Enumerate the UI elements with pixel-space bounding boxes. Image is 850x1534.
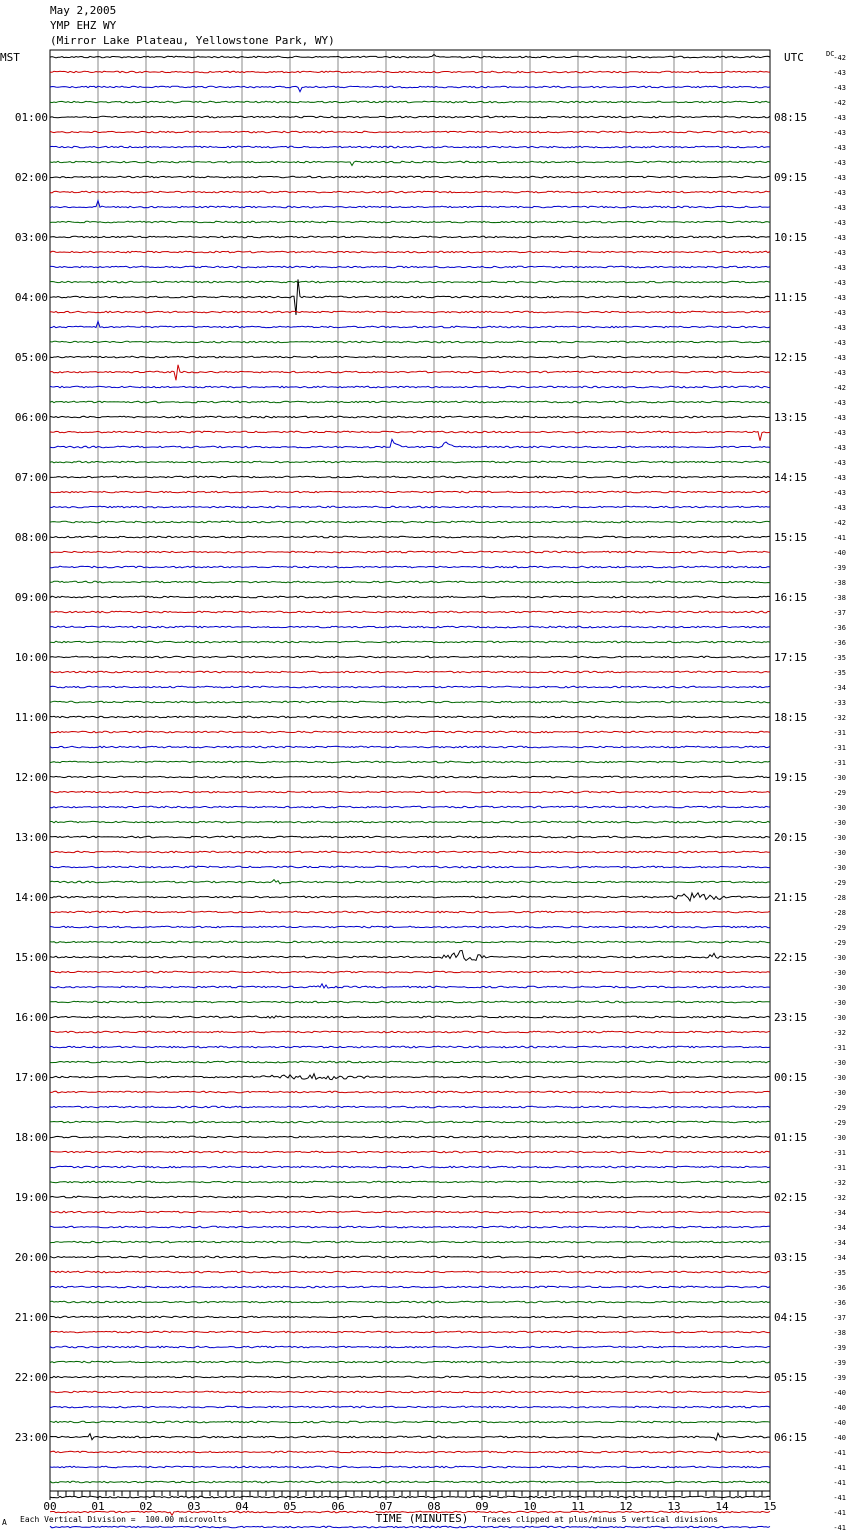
dc-offset-label: -30 [833, 864, 846, 872]
dc-offset-label: -43 [833, 504, 846, 512]
mst-hour-label: 15:00 [14, 951, 48, 964]
seismic-trace [50, 836, 770, 838]
utc-hour-label: 04:15 [774, 1311, 808, 1324]
seismic-trace [50, 1091, 770, 1093]
dc-offset-label: -29 [833, 939, 846, 947]
x-tick-label: 03 [187, 1500, 201, 1513]
dc-offset-label: -43 [833, 174, 846, 182]
x-tick-label: 15 [763, 1500, 777, 1513]
seismic-trace [50, 1166, 770, 1168]
utc-hour-label: 10:15 [774, 231, 808, 244]
utc-hour-label: 08:15 [774, 111, 808, 124]
seismic-trace [50, 1481, 770, 1483]
dc-offset-label: -30 [833, 969, 846, 977]
dc-offset-label: -41 [833, 1509, 846, 1517]
utc-hour-label: 05:15 [774, 1371, 808, 1384]
dc-offset-label: -43 [833, 459, 846, 467]
dc-offset-label: -30 [833, 1074, 846, 1082]
utc-hour-label: 09:15 [774, 171, 808, 184]
seismic-trace [50, 281, 770, 283]
seismic-trace [50, 401, 770, 403]
seismic-trace [50, 521, 770, 523]
seismic-trace [50, 1121, 770, 1123]
seismic-trace [50, 941, 770, 943]
dc-offset-label: -35 [833, 654, 846, 662]
seismic-trace [50, 236, 770, 238]
dc-offset-label: -30 [833, 1134, 846, 1142]
seismic-trace [50, 1271, 770, 1273]
dc-offset-label: -32 [833, 714, 846, 722]
dc-offset-label: -31 [833, 1044, 846, 1052]
seismic-trace [50, 971, 770, 973]
dc-offset-label: -31 [833, 744, 846, 752]
dc-offset-label: -31 [833, 759, 846, 767]
x-tick-label: 14 [715, 1500, 729, 1513]
seismic-trace [50, 1451, 770, 1453]
mst-hour-label: 06:00 [14, 411, 48, 424]
mst-hour-label: 23:00 [14, 1431, 48, 1444]
utc-hour-label: 01:15 [774, 1131, 808, 1144]
dc-offset-label: -40 [833, 549, 846, 557]
seismic-trace [50, 641, 770, 643]
dc-offset-label: -43 [833, 234, 846, 242]
seismic-trace [50, 806, 770, 808]
seismic-trace [50, 311, 770, 313]
seismic-trace [50, 686, 770, 688]
dc-offset-label: -29 [833, 1119, 846, 1127]
dc-offset-label: -40 [833, 1389, 846, 1397]
seismic-trace [50, 71, 770, 73]
seismic-trace [50, 1526, 770, 1528]
dc-offset-label: -35 [833, 669, 846, 677]
x-tick-label: 10 [523, 1500, 537, 1513]
seismic-trace [50, 880, 770, 884]
seismic-trace [50, 1046, 770, 1048]
seismic-trace [50, 893, 770, 901]
dc-offset-label: -30 [833, 999, 846, 1007]
seismic-trace [50, 1331, 770, 1333]
dc-offset-label: -41 [833, 1464, 846, 1472]
seismic-trace [50, 596, 770, 598]
seismic-trace [50, 1016, 770, 1018]
utc-hour-label: 00:15 [774, 1071, 808, 1084]
seismic-trace [50, 201, 770, 208]
dc-offset-label: -43 [833, 279, 846, 287]
mst-hour-label: 21:00 [14, 1311, 48, 1324]
dc-offset-label: -41 [833, 534, 846, 542]
seismic-trace [50, 536, 770, 538]
seismic-trace [50, 1181, 770, 1183]
mst-hour-label: 20:00 [14, 1251, 48, 1264]
mst-hour-label: 19:00 [14, 1191, 48, 1204]
x-tick-label: 09 [475, 1500, 489, 1513]
x-tick-label: 06 [331, 1500, 345, 1513]
mst-hour-label: 02:00 [14, 171, 48, 184]
utc-hour-label: 06:15 [774, 1431, 808, 1444]
dc-offset-label: -40 [833, 1434, 846, 1442]
dc-offset-label: -43 [833, 84, 846, 92]
dc-offset-label: -30 [833, 849, 846, 857]
seismic-trace [50, 341, 770, 343]
seismic-trace [50, 101, 770, 103]
utc-hour-label: 17:15 [774, 651, 808, 664]
seismic-trace [50, 1106, 770, 1108]
mst-hour-label: 14:00 [14, 891, 48, 904]
seismic-trace [50, 1376, 770, 1378]
dc-offset-label: -39 [833, 1374, 846, 1382]
dc-offset-label: -34 [833, 1209, 846, 1217]
dc-offset-label: -40 [833, 1404, 846, 1412]
seismic-trace [50, 1361, 770, 1363]
seismic-trace [50, 671, 770, 673]
seismic-trace [50, 716, 770, 718]
seismic-trace [50, 851, 770, 853]
dc-offset-label: -43 [833, 444, 846, 452]
dc-offset-label: -30 [833, 774, 846, 782]
seismic-trace [50, 1433, 770, 1440]
seismic-trace [50, 1346, 770, 1348]
seismic-trace [50, 1256, 770, 1258]
dc-offset-label: -30 [833, 1014, 846, 1022]
seismic-trace [50, 701, 770, 703]
dc-offset-label: -42 [833, 99, 846, 107]
mst-hour-label: 04:00 [14, 291, 48, 304]
seismic-trace [50, 1196, 770, 1198]
x-tick-label: 08 [427, 1500, 441, 1513]
dc-offset-label: -39 [833, 1344, 846, 1352]
x-tick-label: 05 [283, 1500, 297, 1513]
utc-axis-label: UTC [784, 51, 804, 64]
mst-axis-label: MST [0, 51, 20, 64]
seismic-trace [50, 984, 770, 988]
seismic-trace [50, 911, 770, 913]
dc-offset-label: -40 [833, 1419, 846, 1427]
seismic-trace [50, 1136, 770, 1138]
mst-hour-label: 05:00 [14, 351, 48, 364]
mst-hour-label: 10:00 [14, 651, 48, 664]
utc-hour-label: 23:15 [774, 1011, 808, 1024]
dc-offset-label: -34 [833, 1239, 846, 1247]
seismic-trace [50, 386, 770, 388]
plot-date: May 2,2005 [50, 4, 117, 17]
seismic-trace [50, 461, 770, 463]
dc-offset-label: -43 [833, 144, 846, 152]
dc-offset-label: -41 [833, 1449, 846, 1457]
utc-hour-label: 14:15 [774, 471, 808, 484]
dc-offset-label: -43 [833, 159, 846, 167]
dc-offset-label: -37 [833, 609, 846, 617]
dc-offset-label: -42 [833, 519, 846, 527]
dc-offset-label: -36 [833, 624, 846, 632]
dc-offset-label: -43 [833, 219, 846, 227]
clip-note: Traces clipped at plus/minus 5 vertical divisions [482, 1515, 719, 1524]
seismic-trace [50, 161, 770, 165]
dc-offset-label: -36 [833, 639, 846, 647]
dc-offset-label: -34 [833, 1254, 846, 1262]
utc-hour-label: 13:15 [774, 411, 808, 424]
seismic-trace [50, 1316, 770, 1318]
utc-hour-label: 22:15 [774, 951, 808, 964]
dc-offset-label: -33 [833, 699, 846, 707]
mst-hour-label: 09:00 [14, 591, 48, 604]
dc-offset-label: -38 [833, 1329, 846, 1337]
footer-mark: A [2, 1518, 7, 1527]
mst-hour-label: 01:00 [14, 111, 48, 124]
dc-offset-label: -43 [833, 264, 846, 272]
seismic-trace [50, 221, 770, 223]
dc-offset-label: -31 [833, 1149, 846, 1157]
x-tick-label: 11 [571, 1500, 585, 1513]
dc-offset-label: -30 [833, 1089, 846, 1097]
seismic-trace [50, 506, 770, 508]
dc-offset-label: -32 [833, 1194, 846, 1202]
seismic-trace [50, 791, 770, 793]
dc-offset-label: -32 [833, 1179, 846, 1187]
dc-offset-label: -43 [833, 354, 846, 362]
x-axis-title: TIME (MINUTES) [375, 1512, 469, 1525]
seismic-trace [50, 1421, 770, 1423]
trace-group [50, 54, 770, 1534]
dc-offset-label: -32 [833, 1029, 846, 1037]
mst-hour-label: 22:00 [14, 1371, 48, 1384]
seismic-trace [50, 1211, 770, 1213]
seismic-trace [50, 866, 770, 868]
x-tick-label: 12 [619, 1500, 633, 1513]
utc-hour-label: 20:15 [774, 831, 808, 844]
dc-offset-label: -28 [833, 894, 846, 902]
dc-offset-label: -30 [833, 1059, 846, 1067]
dc-offset-label: -43 [833, 294, 846, 302]
dc-offset-label: -43 [833, 429, 846, 437]
dc-offset-label: -43 [833, 129, 846, 137]
dc-offset-label: -30 [833, 834, 846, 842]
utc-hour-label: 15:15 [774, 531, 808, 544]
dc-offset-label: -41 [833, 1494, 846, 1502]
dc-offset-label: -43 [833, 189, 846, 197]
seismic-trace [50, 1226, 770, 1228]
dc-offset-label: -36 [833, 1284, 846, 1292]
seismic-trace [50, 821, 770, 823]
seismic-trace [50, 1074, 770, 1080]
dc-offset-label: -43 [833, 474, 846, 482]
dc-offset-label: -43 [833, 489, 846, 497]
dc-offset-label: -42 [833, 54, 846, 62]
seismic-trace [50, 279, 770, 315]
scale-note: Each Vertical Division = 100.00 microvolts [20, 1515, 228, 1524]
seismic-trace [50, 146, 770, 148]
seismic-trace [50, 365, 770, 381]
dc-offset-label: -43 [833, 369, 846, 377]
seismic-trace [50, 611, 770, 613]
dc-offset-label: -30 [833, 804, 846, 812]
dc-offset-label: -29 [833, 879, 846, 887]
seismic-trace [50, 1406, 770, 1408]
seismic-trace [50, 566, 770, 568]
seismic-trace [50, 1496, 770, 1498]
dc-offset-label: -31 [833, 1164, 846, 1172]
dc-offset-label: -37 [833, 1314, 846, 1322]
seismic-trace [50, 1391, 770, 1393]
mst-hour-label: 17:00 [14, 1071, 48, 1084]
x-tick-label: 07 [379, 1500, 393, 1513]
seismic-trace [50, 776, 770, 778]
x-tick-label: 13 [667, 1500, 681, 1513]
mst-hour-label: 16:00 [14, 1011, 48, 1024]
seismic-trace [50, 926, 770, 928]
mst-hour-label: 03:00 [14, 231, 48, 244]
utc-hour-label: 03:15 [774, 1251, 808, 1264]
utc-hour-label: 19:15 [774, 771, 808, 784]
utc-hour-label: 21:15 [774, 891, 808, 904]
seismic-trace [50, 761, 770, 763]
dc-offset-label: -43 [833, 339, 846, 347]
dc-offset-label: -38 [833, 579, 846, 587]
dc-offset-label: -31 [833, 729, 846, 737]
seismic-trace [50, 431, 770, 441]
dc-offset-label: -39 [833, 564, 846, 572]
utc-hour-label: 02:15 [774, 1191, 808, 1204]
dc-offset-label: -30 [833, 984, 846, 992]
dc-offset-label: -28 [833, 909, 846, 917]
utc-hour-label: 18:15 [774, 711, 808, 724]
dc-offset-label: -43 [833, 114, 846, 122]
mst-hour-label: 13:00 [14, 831, 48, 844]
dc-offset-label: -43 [833, 414, 846, 422]
dc-offset-label: -34 [833, 684, 846, 692]
dc-offset-label: -29 [833, 789, 846, 797]
x-tick-label: 04 [235, 1500, 249, 1513]
x-tick-label: 02 [139, 1500, 153, 1513]
dc-offset-label: -43 [833, 324, 846, 332]
seismic-trace [50, 116, 770, 118]
seismic-trace [50, 416, 770, 418]
seismic-trace [50, 1241, 770, 1243]
dc-offset-label: -38 [833, 594, 846, 602]
mst-hour-label: 18:00 [14, 1131, 48, 1144]
dc-offset-label: -35 [833, 1269, 846, 1277]
seismic-trace [50, 251, 770, 253]
seismic-trace [50, 1151, 770, 1153]
seismic-trace [50, 54, 770, 57]
seismic-trace [50, 731, 770, 733]
seismic-trace [50, 581, 770, 583]
seismic-trace [50, 131, 770, 133]
station-location: (Mirror Lake Plateau, Yellowstone Park, WY) [50, 34, 335, 47]
dc-offset-label: -43 [833, 69, 846, 77]
dc-offset-label: -41 [833, 1524, 846, 1532]
seismic-trace [50, 321, 770, 328]
seismic-trace [50, 266, 770, 268]
dc-offset-label: -43 [833, 249, 846, 257]
seismic-trace [50, 551, 770, 553]
seismic-trace [50, 356, 770, 358]
seismic-trace [50, 1466, 770, 1468]
seismic-trace [50, 1001, 770, 1003]
dc-offset-label: -43 [833, 309, 846, 317]
x-tick-label: 01 [91, 1500, 105, 1513]
dc-offset-label: -29 [833, 924, 846, 932]
seismic-trace [50, 950, 770, 960]
seismic-trace [50, 626, 770, 628]
seismic-trace [50, 1286, 770, 1288]
dc-offset-label: -43 [833, 399, 846, 407]
seismic-trace [50, 656, 770, 658]
dc-offset-label: -36 [833, 1299, 846, 1307]
mst-hour-label: 12:00 [14, 771, 48, 784]
seismic-trace [50, 476, 770, 478]
dc-offset-label: -39 [833, 1359, 846, 1367]
dc-offset-label: -30 [833, 954, 846, 962]
dc-offset-label: -30 [833, 819, 846, 827]
mst-hour-label: 11:00 [14, 711, 48, 724]
seismic-trace [50, 1301, 770, 1303]
seismic-trace [50, 1031, 770, 1033]
dc-offset-label: -29 [833, 1104, 846, 1112]
seismic-trace [50, 746, 770, 748]
dc-label: DC [826, 50, 835, 58]
seismic-trace [50, 491, 770, 493]
utc-hour-label: 16:15 [774, 591, 808, 604]
dc-offset-label: -34 [833, 1224, 846, 1232]
x-tick-label: 00 [43, 1500, 57, 1513]
utc-hour-label: 12:15 [774, 351, 808, 364]
utc-hour-label: 11:15 [774, 291, 808, 304]
dc-offset-label: -41 [833, 1479, 846, 1487]
dc-offset-label: -43 [833, 204, 846, 212]
mst-hour-label: 07:00 [14, 471, 48, 484]
mst-hour-label: 08:00 [14, 531, 48, 544]
dc-offset-label: -42 [833, 384, 846, 392]
seismic-trace [50, 439, 770, 448]
seismic-trace [50, 176, 770, 178]
station-code: YMP EHZ WY [50, 19, 117, 32]
seismic-trace [50, 191, 770, 193]
seismic-trace [50, 86, 770, 92]
seismic-trace [50, 1061, 770, 1063]
